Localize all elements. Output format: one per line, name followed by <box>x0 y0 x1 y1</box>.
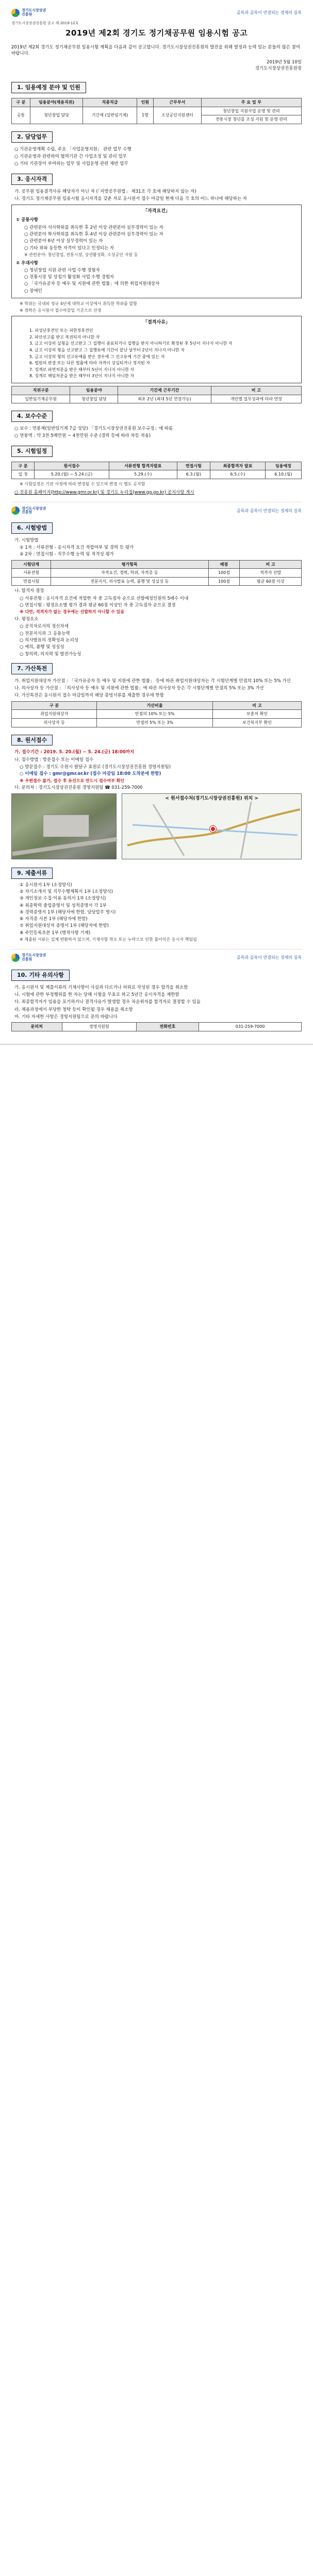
table-header: 직종직급 <box>83 98 137 107</box>
notes-item: 마. 기타 자세한 사항은 경영지원팀으로 문의 바랍니다 <box>14 1014 118 1020</box>
document-item: ⑧ 주민등록초본 1부 (병적사항 기재) <box>20 930 91 936</box>
table-header: 면접시험 <box>177 462 210 470</box>
document-item: ④ 최종학력 졸업증명서 및 성적증명서 각 1부 <box>20 903 107 908</box>
document-item: ⑥ 자격증 사본 1부 (해당자에 한함) <box>20 917 88 922</box>
rank-table <box>11 386 302 403</box>
bonus-item: 나. 의사상자 등 가산점 : 「의사상자 등 예우 및 지원에 관한 법률」에 따른 의사상자 등은 각 시험단계별 만점의 5% 또는 3% 가산 <box>14 686 264 691</box>
table-header: 원서접수 <box>35 462 109 470</box>
notes-item: 라. 채용과정에서 부당한 청탁 등이 확인될 경우 채용을 취소함 <box>14 1007 133 1012</box>
table-row: 서류전형 자격요건, 경력, 학위, 자격증 등 100점 적격자 선발 <box>12 569 302 578</box>
notice-page <box>0 0 313 1045</box>
section-title-eligibility: 3. 응시자격 <box>11 174 53 185</box>
method-heading: 다. 평정요소 <box>14 617 39 622</box>
disqualification-item: 7. 징계로 파면처분을 받은 때부터 5년이 지나지 아니한 자 <box>29 367 135 372</box>
disqualification-item: 1. 피성년후견인 또는 피한정후견인 <box>29 328 93 333</box>
location-section <box>11 793 302 859</box>
location-pin-icon <box>210 826 216 832</box>
disqualification-item: 4. 금고 이상의 형을 선고받고 그 집행유예 기간이 끝난 날부터 2년이 지나지 아니한 자 <box>29 348 185 353</box>
notice-date: 2019년 5월 10일 <box>267 59 302 65</box>
bonus-item: 가. 취업지원대상자 가산점 : 「국가유공자 등 예우 및 지원에 관한 법률」 등에 따른 취업지원대상자는 각 시험단계별 만점의 10% 또는 5% 가산 <box>14 678 291 684</box>
duty-item: ○ 기관운영과 관련하여 협력기관 간 사업조정 및 관리 업무 <box>14 154 127 160</box>
page-header <box>11 5 302 21</box>
document-item: ② 자기소개서 및 직무수행계획서 1부 (소정양식) <box>20 889 113 894</box>
table-header: 임용분야 <box>70 386 118 395</box>
table-header: 구 분 <box>12 98 30 107</box>
requirement-item: ○ 관련분야 6년 이상 실무경력이 있는 자 <box>24 239 103 244</box>
disqualification-item: 5. 금고 이상의 형의 선고유예를 받은 경우에 그 선고유예 기간 중에 있는 자 <box>29 354 165 359</box>
table-row: 공통 청년창업 담당 기간제 (일반임기제) 1명 소상공인지원센터 청년창업 지원사업 운영 및 관리 <box>12 107 302 115</box>
notes-item: 나. 시험에 관한 부정행위를 한 자는 당해 시험을 무효로 하고 5년간 응시자격을 제한함 <box>14 992 179 997</box>
section-title-bonus: 7. 가산특전 <box>11 663 53 674</box>
schedule-note: ※ 시험일정은 기관 사정에 따라 변경될 수 있으며 변경 시 별도 공지함 <box>20 481 145 486</box>
document-item: ① 응시원서 1부 (소정양식) <box>20 882 72 888</box>
disqualification-item: 2. 파산선고를 받고 복권되지 아니한 자 <box>29 334 100 340</box>
disqualification-item: 6. 법원의 판결 또는 다른 법률에 따라 자격이 상실되거나 정지된 자 <box>29 361 150 366</box>
agency-logo-text: 경기도시장상권 진흥원 <box>22 953 46 962</box>
document-item: ⑦ 취업지원대상자 증명서 1부 (해당자에 한함) <box>20 923 109 929</box>
section-title-documents: 9. 제출서류 <box>11 868 53 879</box>
building-shape <box>43 815 89 837</box>
agency-logo <box>11 506 46 515</box>
notes-item: 다. 최종합격자가 임용을 포기하거나 결격사유가 발생할 경우 차순위자를 합격자로 결정할 수 있음 <box>14 999 201 1005</box>
table-header: 기간제 근무기간 <box>118 386 211 395</box>
agency-emblem-icon <box>11 506 20 515</box>
disqualification-box <box>11 316 302 383</box>
preferred-item: ○ 장애인 <box>24 288 42 294</box>
method-item: ○ 공직자로서의 정신자세 <box>20 624 69 630</box>
announcement-link[interactable]: ○ 진흥원 홈페이지(http://www.gmr.or.kr) 및 경기도 누리집(www.gg.go.kr) 공지사항 게시 <box>14 489 194 495</box>
table-row: 면접시험 전문지식, 의사발표 능력, 품행 및 성실성 등 100점 평균 60점 이상 <box>12 577 302 586</box>
table-row: 일 정 5.20.(월) ~ 5.24.(금) 5.29.(수) 6.3.(월) 6.5.(수) 6.10.(월) <box>12 470 302 479</box>
requirements-common-heading: ① 공통사항 <box>16 217 39 223</box>
table-row: 전통시장 청년몰 조성 지원 및 운영 관리 <box>12 115 302 124</box>
agency-logo-text: 경기도시장상권 진흥원 <box>22 506 46 515</box>
documents-note: ※ 제출된 서류는 일체 반환하지 않으며, 기재사항 착오 또는 누락으로 인한 불이익은 응시자 책임임 <box>20 937 197 942</box>
section-title-positions: 1. 임용예정 분야 및 인원 <box>11 82 86 93</box>
table-header: 직위구분 <box>12 386 70 395</box>
section-title-pay: 4. 보수수준 <box>11 411 53 422</box>
requirement-item: ○ 관련분야 석사학위를 취득한 후 2년 이상 관련분야 실무경력이 있는 자 <box>24 225 163 230</box>
table-header: 평가항목 <box>51 560 208 569</box>
table-header: 시험단계 <box>12 560 51 569</box>
method-item: ① 1차 : 서류전형 - 응시자격 요건 적합여부 및 경력 등 평가 <box>20 545 134 551</box>
positions-table <box>11 98 302 124</box>
document-title: 2019년 제2회 경기도 정기채공무원 임용시험 공고 <box>65 28 248 38</box>
method-item: ○ 서류전형 : 응시자격 요건에 적합한 자 중 고득점자 순으로 선발예정인원의 5배수 이내 <box>20 596 189 601</box>
apply-email[interactable]: ○ 이메일 접수 : gmr@gmr.or.kr (접수 마감일 18:00 도착분에 한함) <box>20 771 161 777</box>
duty-item: ○ 기타 기관장이 부여하는 업무 및 사업운영 관련 제반 업무 <box>14 161 128 167</box>
apply-item: ○ 방문접수 : 경기도 수원시 팔달구 효원로 (경기도시장상권진흥원 경영지원팀) <box>20 765 171 770</box>
agency-logo <box>11 9 46 17</box>
header-slogan: 골목과 골목이 연결되는 경제의 길목 <box>236 508 302 513</box>
table-header: 서류전형 합격자발표 <box>109 462 177 470</box>
method-note: ※ 다만, 적격자가 없는 경우에는 선발하지 아니할 수 있음 <box>20 609 125 615</box>
apply-contact: 다. 문의처 : 경기도시장상권진흥원 경영지원팀 ☎ 031-259-7000 <box>14 785 143 791</box>
table-header: 구 분 <box>12 701 97 710</box>
eligibility-item: 가. 공무원 임용결격사유 해당자가 아닌 자 (「지방공무원법」 제31조 각 호에 해당하지 않는 자) <box>14 189 196 194</box>
preferred-item: ○ 청년창업 지원 관련 사업 수행 경험자 <box>24 267 100 273</box>
table-header: 인원 <box>137 98 153 107</box>
preferred-item: ○ 「국가유공자 등 예우 및 지원에 관한 법률」에 의한 취업지원대상자 <box>24 281 160 287</box>
table-header: 비 고 <box>240 560 302 569</box>
eligibility-item: 나. 경기도 정기채공무원 임용시험 응시자격을 갖춘 자로 응시원서 접수 마감일 현재 다음 각 호의 어느 하나에 해당하는 자 <box>14 196 247 201</box>
table-header: 주 요 업 무 <box>201 98 301 107</box>
table-header: 구 분 <box>12 462 35 470</box>
eligibility-note: ※ 학위는 국내외 정규 4년제 대학교 이상에서 취득한 학위를 말함 <box>20 301 137 307</box>
agency-emblem-icon <box>11 954 20 962</box>
method-item: ○ 면접시험 : 평정요소별 평가 결과 평균 60점 이상인 자 중 고득점자 순으로 결정 <box>20 603 176 608</box>
preferred-item: ○ 전통시장 및 상점가 활성화 사업 수행 경험자 <box>24 275 114 280</box>
bonus-item: 다. 가산특전은 응시원서 접수 마감일까지 해당 증빙서류를 제출한 경우에 한함 <box>14 693 164 699</box>
method-table <box>11 560 302 586</box>
table-row: 취업지원대상자 만점의 10% 또는 5% 보훈처 확인 <box>12 710 302 719</box>
section-title-method: 6. 시험방법 <box>11 522 53 534</box>
method-item: ○ 의사발표의 정확성과 논리성 <box>20 637 79 643</box>
method-item: ○ 창의력, 의지력 및 발전가능성 <box>20 651 81 657</box>
agency-logo <box>11 954 46 962</box>
requirement-item: ○ 관련분야 학사학위를 취득한 후 4년 이상 관련분야 실무경력이 있는 자 <box>24 231 163 237</box>
method-heading: 가. 시험방법 <box>14 537 39 543</box>
table-header: 비 고 <box>211 386 301 395</box>
table-header: 근무부서 <box>153 98 201 107</box>
table-header: 임용분야(채용직위) <box>30 98 83 107</box>
disqualification-item: 3. 금고 이상의 실형을 선고받고 그 집행이 종료되거나 집행을 받지 아니하기로 확정된 후 5년이 지나지 아니한 자 <box>29 341 233 346</box>
table-row: 의사상자 등 만점의 5% 또는 3% 보건복지부 확인 <box>12 718 302 727</box>
building-photo <box>11 793 117 859</box>
agency-logo-text: 경기도시장상권 진흥원 <box>22 8 46 16</box>
agency-emblem-icon <box>11 9 20 17</box>
disqualification-box-title: 「결격사유」 <box>143 320 170 326</box>
method-item: ② 2차 : 면접시험 - 직무수행 능력 및 적격성 평가 <box>20 552 114 557</box>
method-item: ○ 예의, 품행 및 성실성 <box>20 645 64 650</box>
requirements-box-title: 「자격요건」 <box>143 209 170 214</box>
table-header: 임용예정 <box>265 462 301 470</box>
apply-method: 나. 접수방법 : 방문접수 또는 이메일 접수 <box>14 757 94 762</box>
table-row: 문의처 경영지원팀 전화번호 031-259-7000 <box>12 1023 302 1031</box>
page-header <box>11 502 302 517</box>
header-slogan: 골목과 골목이 연결되는 경제의 길목 <box>236 10 302 15</box>
table-header: 가산비율 <box>97 701 213 710</box>
pay-item: ○ 보수 : 연봉제(일반임기제 7급 상당) 「경기도시장상권진흥원 보수규정」에 따름 <box>14 426 173 432</box>
requirement-note: ※ 관련분야: 청년창업, 전통시장, 상권활성화, 소상공인 지원 등 <box>24 252 138 257</box>
intro-text: 2019년 제2회 경기도 정기채공무원 임용시험 계획을 다음과 같이 공고합니다. 경기도시장상권진흥원의 발전을 위해 열정과 능력 있는 분들의 많은 참여 바랍니다. <box>11 44 301 57</box>
issuer-name: 경기도시장상권진흥원장 <box>255 65 302 71</box>
document-item: ③ 개인정보 수집·이용 동의서 1부 (소정양식) <box>20 896 106 902</box>
section-title-schedule: 5. 시험일정 <box>11 446 53 457</box>
method-item: ○ 전문지식과 그 응용능력 <box>20 631 70 636</box>
requirements-preferred-heading: ② 우대사항 <box>16 260 39 266</box>
section-title-apply: 8. 원서접수 <box>11 735 53 746</box>
requirements-box <box>11 205 302 298</box>
section-title-notes: 10. 기타 유의사항 <box>11 970 70 981</box>
table-header: 비 고 <box>213 701 302 710</box>
pay-item: ○ 연봉액 : 약 3천 5백만원 ~ 4천만원 수준 (경력 등에 따라 차등 적용) <box>14 433 151 439</box>
method-heading: 나. 합격자 결정 <box>14 588 44 594</box>
map-title: < 원서접수처(경기도시장상권진흥원) 위치 > <box>165 795 258 801</box>
section-title-duties: 2. 담당업무 <box>11 131 53 143</box>
table-header: 최종합격자 발표 <box>210 462 266 470</box>
bonus-table <box>11 701 302 727</box>
location-map <box>122 793 302 859</box>
road-shape <box>12 837 117 855</box>
table-header: 배점 <box>208 560 240 569</box>
disqualification-item: 8. 징계로 해임처분을 받은 때부터 3년이 지나지 아니한 자 <box>29 374 135 379</box>
document-number: 경기도시장상권진흥원 공고 제 2019-12호 <box>11 21 79 25</box>
header-slogan: 골목과 골목이 연결되는 경제의 길목 <box>236 955 302 960</box>
notes-item: 가. 응시원서 및 제출서류의 기재사항이 사실과 다르거나 허위로 작성된 경우 합격을 취소함 <box>14 985 188 990</box>
eligibility-note: ※ 경력은 응시원서 접수마감일 기준으로 산정 <box>20 308 102 313</box>
contact-table <box>11 1022 302 1031</box>
duty-item: ○ 기관운영계획 수립, 주요 「사업운영지원」 관련 업무 수행 <box>14 146 131 152</box>
page-header <box>11 949 302 964</box>
requirement-item: ○ 기타 위와 동등한 자격이 있다고 인정되는 자 <box>24 245 114 251</box>
apply-note: ※ 우편접수 불가, 접수 후 유선으로 반드시 접수여부 확인 <box>20 778 125 783</box>
table-row: 일반임기제공무원 청년창업 담당 최초 2년 (최대 5년 연장가능) 개인별 업무성과에 따라 연장 <box>12 395 302 403</box>
document-item: ⑤ 경력증명서 1부 (해당자에 한함, 담당업무 명시) <box>20 909 116 915</box>
apply-period: 가. 접수기간 : 2019. 5. 20.(월) ~ 5. 24.(금) 18:00까지 <box>14 750 135 755</box>
schedule-table <box>11 462 302 479</box>
